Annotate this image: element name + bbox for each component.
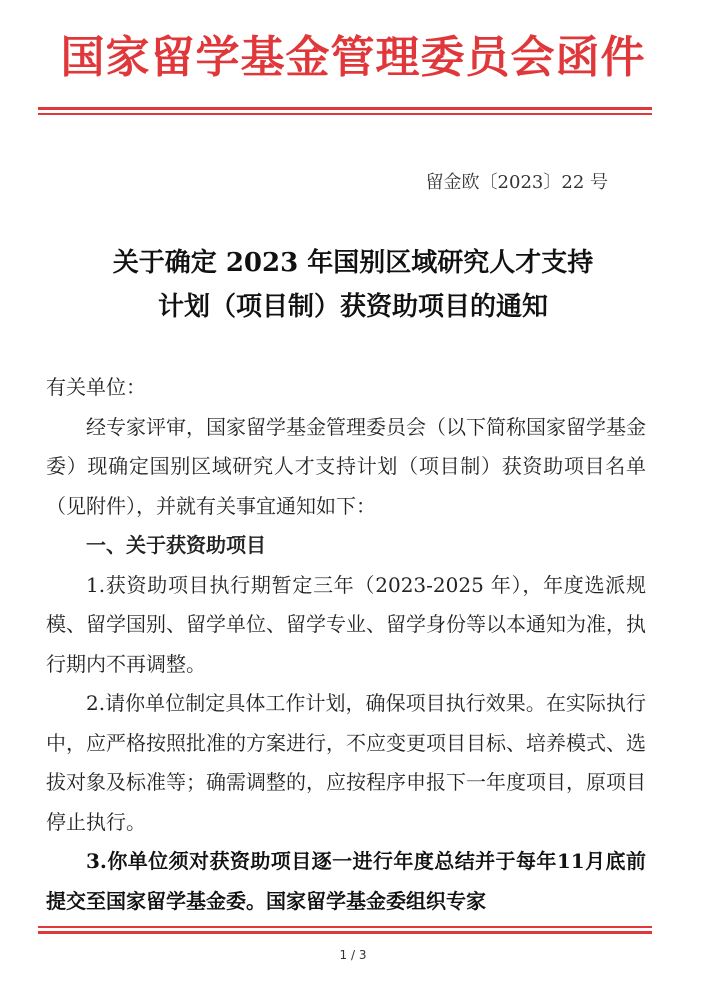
intro-paragraph: 经专家评审，国家留学基金管理委员会（以下简称国家留学基金委）现确定国别区域研究人才支持计划（项目制）获资助项目名单（见附件），并就有关事宜通知如下： (46, 414, 646, 518)
letterhead-rule-thin (38, 113, 652, 115)
salutation: 有关单位： (46, 375, 146, 399)
notice-body (46, 368, 646, 921)
section-1-heading: 一、关于获资助项目 (86, 533, 266, 557)
notice-title-line-2: 计划（项目制）获资助项目的通知 (157, 292, 548, 322)
letterhead-rule-thick (38, 107, 652, 110)
notice-title-line-1: 关于确定 2023 年国别区域研究人才支持 (112, 248, 594, 278)
page-number: 1 / 3 (339, 948, 367, 962)
item-2-paragraph: 2.请你单位制定具体工作计划，确保项目执行效果。在实际执行中，应严格按照批准的方案进行，不应变更项目目标、培养模式、选拔对象及标准等；确需调整的，应按程序申报下一年度项目，原项目停止执行。 (46, 691, 646, 834)
document-number: 留金欧〔2023〕22 号 (425, 172, 608, 193)
footer-rule-thin (38, 926, 652, 928)
footer-rule-thick (38, 931, 652, 934)
letterhead-title: 国家留学基金管理委员会函件 (60, 32, 646, 83)
item-3-paragraph: 3.你单位须对获资助项目逐一进行年度总结并于每年11月底前提交至国家留学基金委。国家留学基金委组织专家 (46, 849, 646, 913)
item-1-paragraph: 1.获资助项目执行期暂定三年（2023-2025 年），年度选派规模、留学国别、留学单位、留学专业、留学身份等以本通知为准，执行期内不再调整。 (46, 572, 646, 676)
